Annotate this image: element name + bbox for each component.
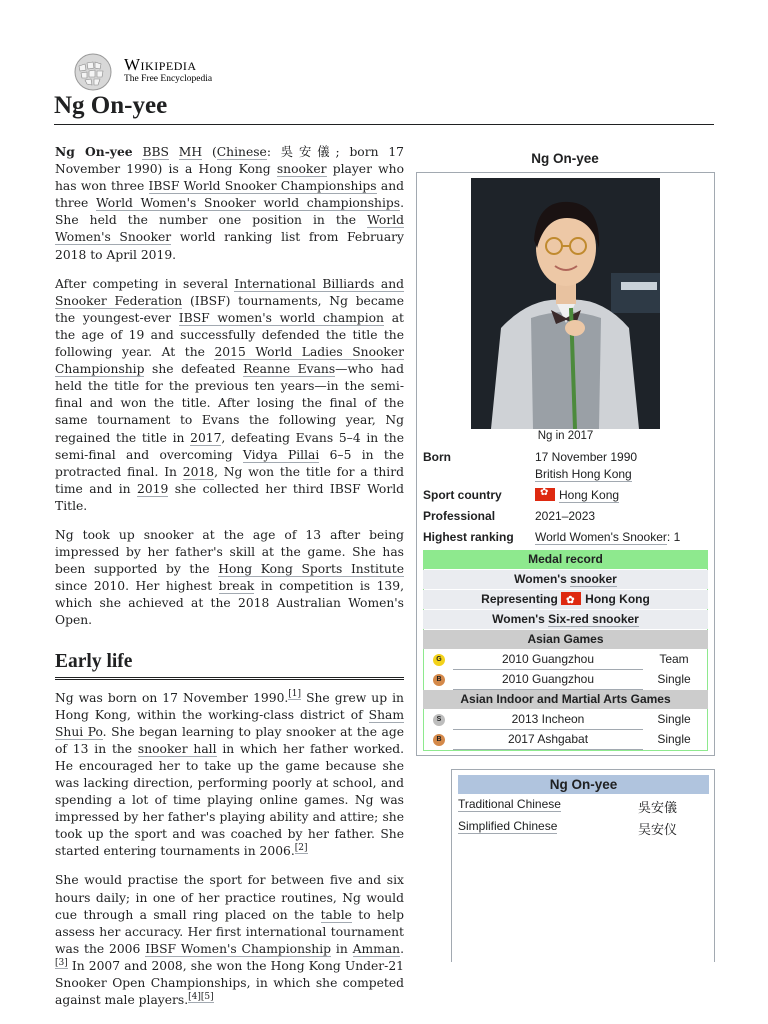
chinese-link[interactable]: Chinese: [216, 145, 267, 159]
wlsc-2015-link[interactable]: 2015 World Ladies Snooker Championship: [55, 345, 404, 377]
photo-caption: Ng in 2017: [537, 430, 594, 442]
break-link[interactable]: break: [218, 579, 255, 594]
gold-medal-icon: G: [433, 654, 445, 666]
bronze-medal-icon: B: [433, 674, 445, 686]
wikipedia-globe-icon: [70, 52, 116, 92]
lead-paragraph-3: Ng took up snooker at the age of 13 after being impressed by her father's skill at the game. She has been supported by the Hong Kong Sports Institute since 2010. Her highest break in competition is 139, which she achieved at the 2018 Australian Women's Open.: [55, 527, 404, 628]
professional-label: Professional: [423, 509, 496, 523]
wikipedia-tagline: The Free Encyclopedia: [124, 74, 213, 84]
traditional-chinese-link[interactable]: Traditional Chinese: [458, 797, 561, 811]
portrait-illustration: [471, 178, 660, 429]
medal-type: Team: [659, 652, 689, 666]
ibsf-link[interactable]: International Billiards and Snooker Federation: [55, 276, 404, 308]
medal-event-link[interactable]: 2010 Guangzhou: [453, 650, 643, 670]
amman-link[interactable]: Amman: [352, 941, 401, 956]
wikipedia-wordmark: Wikipedia: [124, 55, 197, 74]
reanne-evans-link[interactable]: Reanne Evans: [243, 362, 336, 377]
highest-ranking-label: Highest ranking: [423, 530, 514, 544]
year-2019-link[interactable]: 2019: [137, 481, 169, 496]
medal-record: [423, 550, 708, 749]
medal-row: [423, 670, 708, 689]
lead-paragraph-2: After competing in several International Billiards and Snooker Federation (IBSF) tournaments, Ng became the youngest-ever IBSF women's world champion at the age of 19 and successfully defended the title the following year. At the 2015 World Ladies Snooker Championship she defeated Reanne Evans—who had held the title for the previous ten years—in the semi-final and won the title. After losing the final of the same tournament to Evans the following year, Ng regained the title in 2017, defeating Evans 5–4 in the semi-final and overcoming Vidya Pillai 6–5 in the protracted final. In 2018, Ng won the title for a third time and in 2019 she collected her third IBSF World Title.: [55, 276, 405, 513]
bronze-medal-icon: B: [433, 734, 445, 746]
early-life-heading: Early life: [55, 650, 404, 680]
born-label: Born: [423, 450, 451, 464]
six-red-row: Women's Six-red snooker: [423, 610, 708, 629]
ibsf-womens-champion-link[interactable]: IBSF women's world champion: [178, 310, 384, 325]
professional-years: 2021–2023: [535, 509, 596, 523]
reference-1-link[interactable]: [1]: [288, 689, 302, 700]
simplified-chinese-link[interactable]: Simplified Chinese: [458, 819, 558, 833]
sport-country-label: Sport country: [423, 488, 502, 502]
highest-ranking-row: [423, 530, 709, 548]
chinese-name-header: Ng On-yee: [458, 775, 709, 794]
bbs-link[interactable]: BBS: [142, 145, 169, 159]
medal-row: [423, 650, 708, 669]
born-row: [423, 450, 709, 468]
snooker-link[interactable]: snooker: [276, 162, 327, 177]
vidya-pillai-link[interactable]: Vidya Pillai: [242, 447, 320, 462]
early-life-paragraph-1: Ng was born on 17 November 1990.[1] She grew up in Hong Kong, within the working-class district of Sham Shui Po. She began learning to play snooker at the age of 13 in the snooker hall in which her father worked. He encouraged her to take up the game because she was lacking direction, performing poorly at school, and spending a lot of time playing online games. Ng was impressed by her father's playing ability and attire; she took up the sport and was coached by her father. She started entering tournaments in 2006.[2]: [55, 689, 404, 859]
professional-row: [423, 509, 709, 527]
medal-row: [423, 730, 708, 749]
page-title: Ng On-yee: [54, 90, 714, 125]
sham-shui-po-link[interactable]: Sham Shui Po: [55, 707, 404, 739]
wikipedia-logo[interactable]: [70, 52, 270, 92]
early-life-paragraph-2: She would practise the sport for between five and six hours daily; in one of her practice routines, Ng would cue through a small ring placed on the table to help assess her accuracy. Her first international tournament was the 2006 IBSF Women's Championship in Amman.[3] In 2007 and 2008, she won the Hong Kong Under-21 Snooker Open Championships, in which she competed against male players.[4][5]: [55, 873, 404, 1008]
reference-3-link[interactable]: [3]: [55, 957, 68, 968]
chinese-name-box: [451, 769, 715, 962]
hksi-link[interactable]: Hong Kong Sports Institute: [218, 562, 404, 577]
article-body: [55, 143, 404, 1021]
simplified-chinese-row: [458, 819, 709, 837]
ibsf-championships-link[interactable]: IBSF World Snooker Championships: [148, 179, 377, 194]
medal-sport-row: Women's snooker: [423, 570, 708, 589]
asian-games-header: Asian Games: [423, 630, 708, 649]
snooker-hall-link[interactable]: snooker hall: [137, 741, 217, 756]
born-date: 17 November 1990: [535, 450, 638, 464]
aimag-header: Asian Indoor and Martial Arts Games: [423, 690, 708, 709]
representing-row: Representing ✿Hong Kong: [423, 590, 708, 609]
snooker-sport-link[interactable]: snooker: [570, 572, 617, 586]
hong-kong-flag-icon: [561, 592, 581, 605]
infobox-title: Ng On-yee: [531, 151, 599, 166]
medal-record-header: Medal record: [423, 550, 708, 569]
medal-type: Single: [657, 672, 691, 686]
reference-2-link[interactable]: [2]: [294, 843, 308, 854]
world-womens-snooker-link[interactable]: World Women's Snooker: [535, 530, 667, 544]
medal-type: Single: [657, 732, 691, 746]
wwsc-link[interactable]: World Women's Snooker world championships: [96, 196, 401, 211]
year-2017-link[interactable]: 2017: [190, 430, 222, 445]
ranking-value: : 1: [666, 530, 681, 544]
simplified-chinese-value: 吴安仪: [638, 823, 678, 838]
mh-link[interactable]: MH: [178, 145, 203, 159]
portrait-photo[interactable]: [471, 178, 660, 429]
reference-4-link[interactable]: [4]: [188, 992, 201, 1003]
six-red-snooker-link[interactable]: Six-red snooker: [548, 612, 639, 626]
hong-kong-flag-icon: [535, 488, 555, 501]
traditional-chinese-row: [458, 797, 709, 815]
year-2018-link[interactable]: 2018: [182, 464, 215, 479]
sport-country-row: [423, 488, 709, 506]
infobox: [416, 172, 715, 756]
lead-paragraph-1: Ng On-yee BBS MH (Chinese: 吳安儀; born 17 November 1990) is a Hong Kong snooker player who has won three IBSF World Snooker Championships and three World Women's Snooker world championships. She held the number one position in the World Women's Snooker world ranking list from February 2018 to April 2019.: [55, 144, 405, 262]
medal-event-link[interactable]: 2013 Incheon: [453, 710, 643, 730]
medal-row: [423, 710, 708, 729]
born-place-link[interactable]: British Hong Kong: [535, 467, 632, 481]
medal-event-link[interactable]: 2017 Ashgabat: [453, 730, 643, 750]
ibsf-womens-championship-link[interactable]: IBSF Women's Championship: [145, 941, 332, 956]
subject-name: Ng On-yee: [55, 144, 133, 159]
silver-medal-icon: S: [433, 714, 445, 726]
medal-type: Single: [657, 712, 691, 726]
born-place-row: [423, 467, 709, 485]
representing-country: Hong Kong: [585, 592, 650, 606]
traditional-chinese-value: 吳安儀: [638, 801, 678, 816]
sport-country-link[interactable]: Hong Kong: [559, 488, 620, 502]
wws-link[interactable]: World Women's Snooker: [55, 213, 404, 245]
table-link[interactable]: table: [320, 907, 352, 922]
medal-event-link[interactable]: 2010 Guangzhou: [453, 670, 643, 690]
reference-5-link[interactable]: [5]: [200, 992, 214, 1003]
